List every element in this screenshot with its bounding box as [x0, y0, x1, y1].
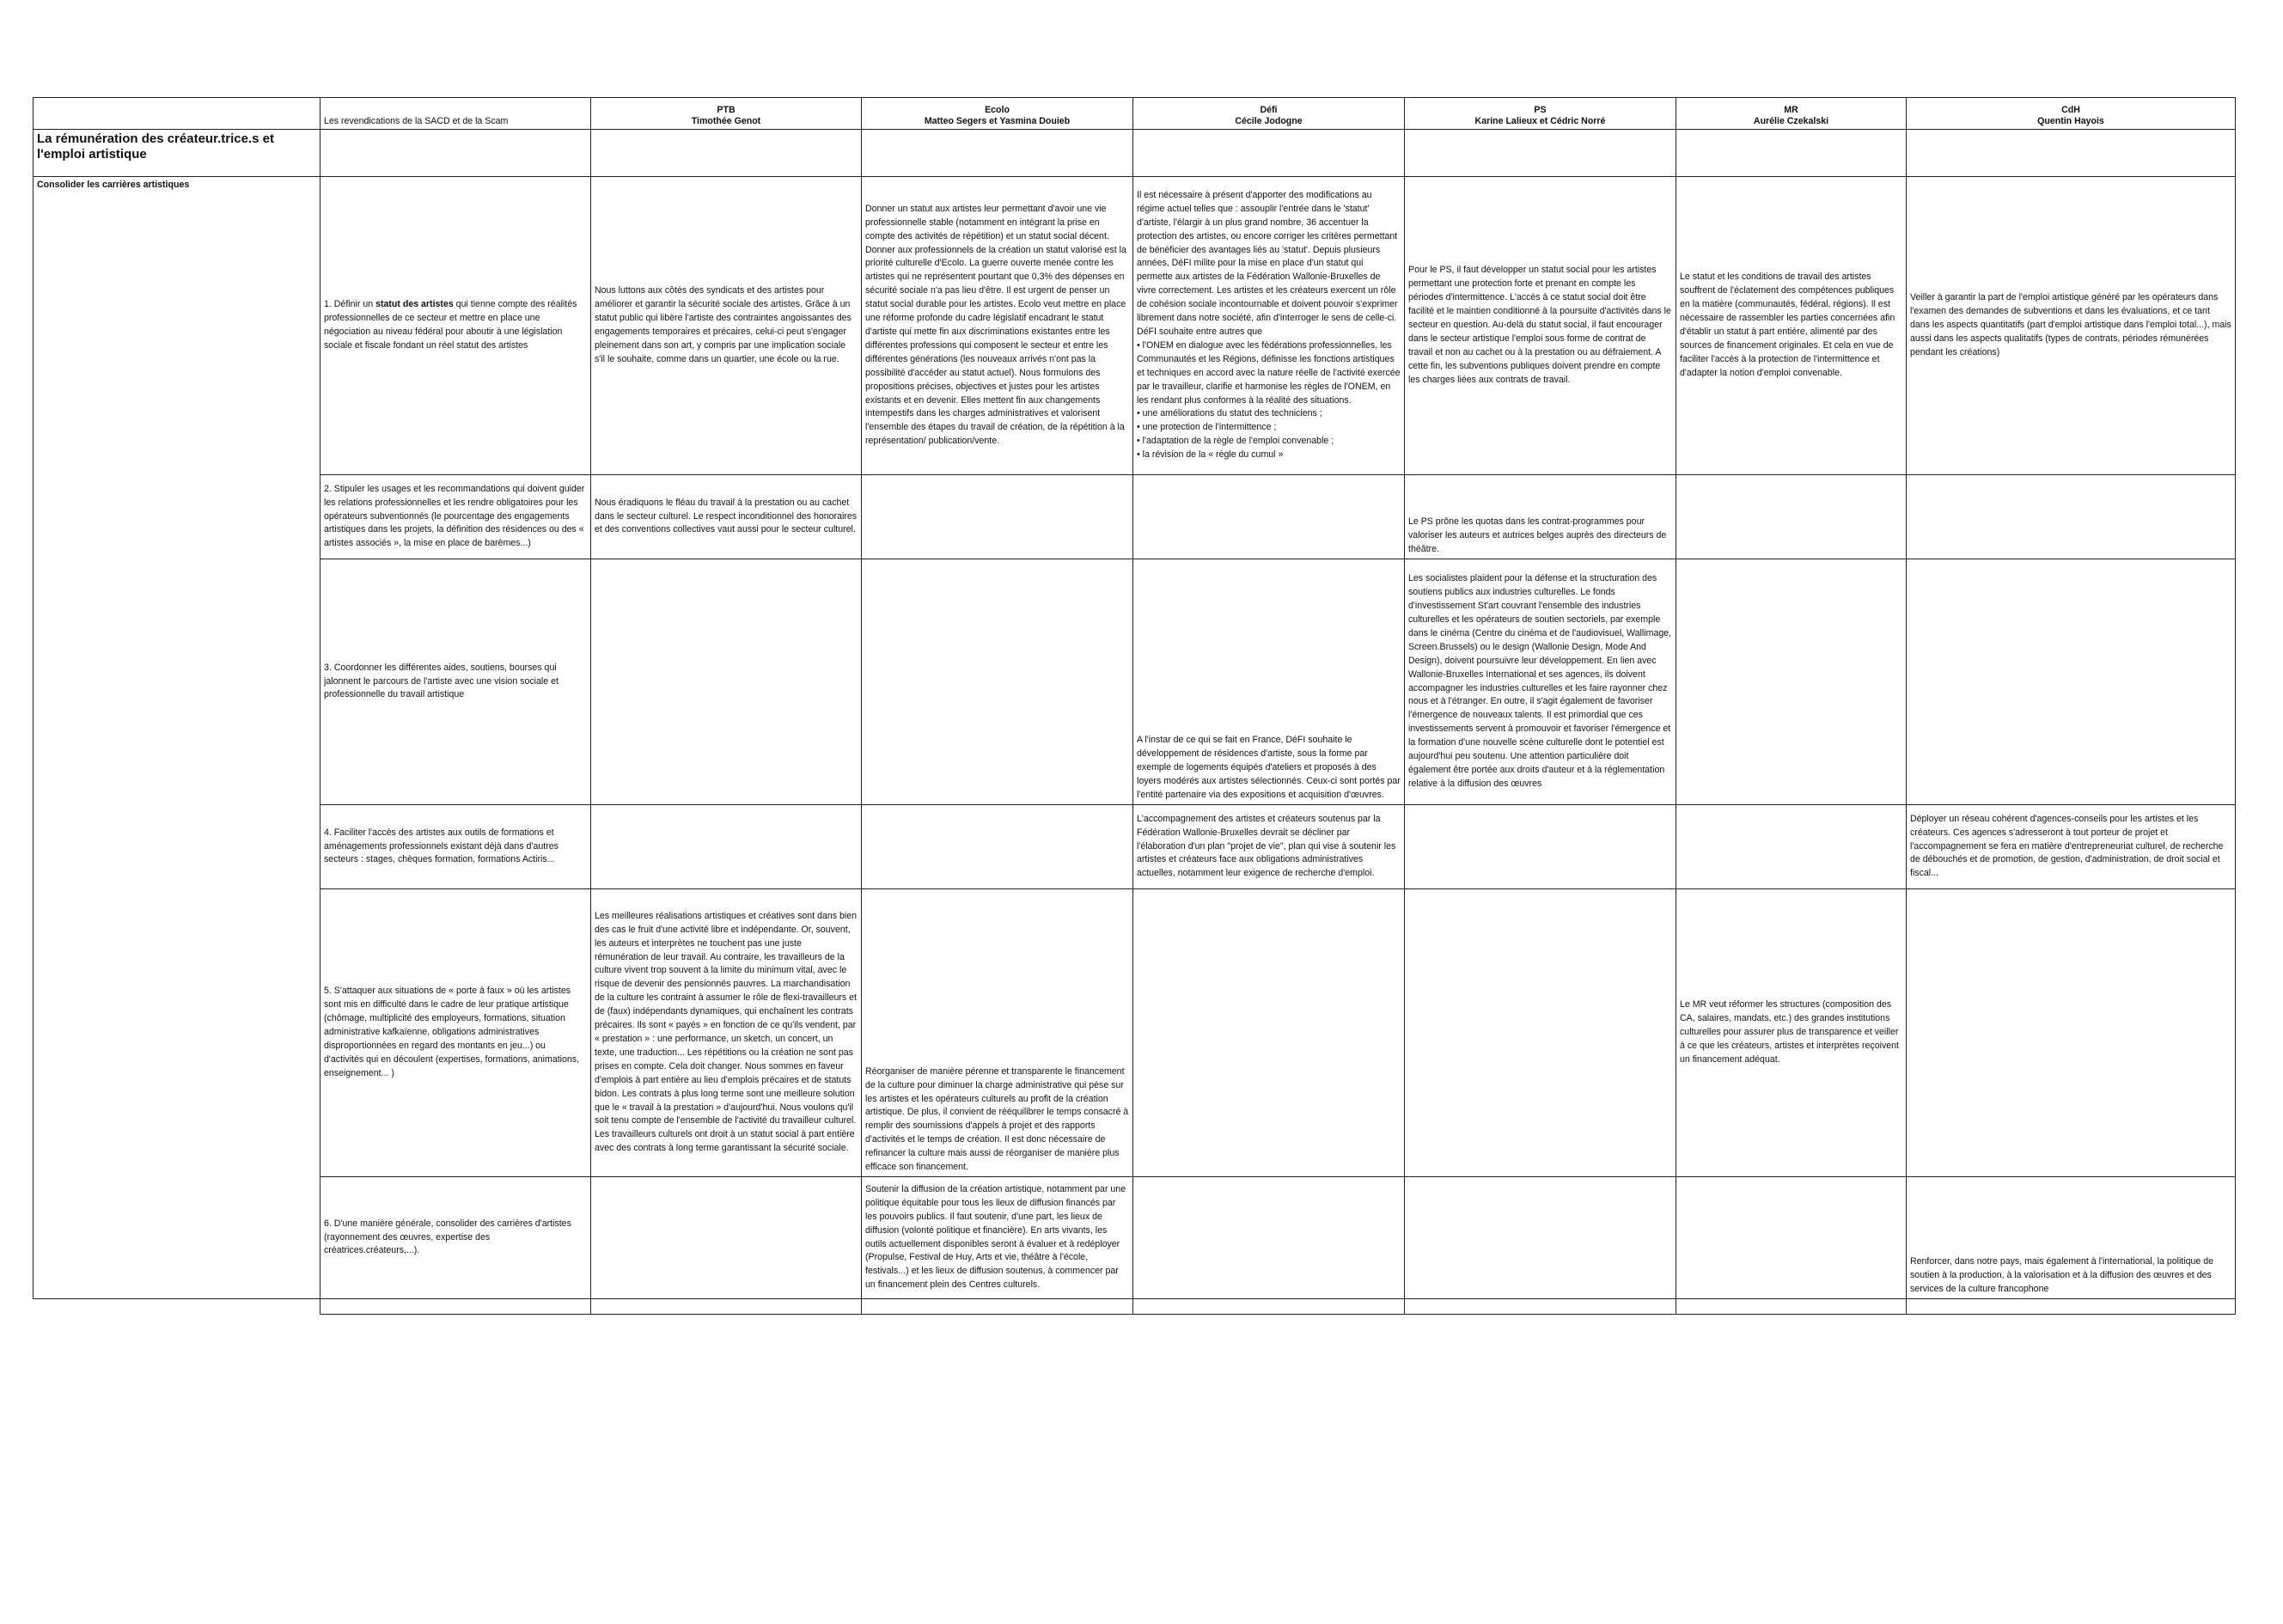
- cell-ecolo: [862, 889, 1133, 1177]
- bullet-text: • une améliorations du statut des techniciens ;: [1137, 408, 1322, 419]
- cell-mr: [1676, 475, 1907, 559]
- cell-defi: [1133, 1177, 1405, 1299]
- cell-text: qui tienne compte des réalités professionnelles de ce secteur et mettre en place une négociation au niveau fédéral pour aboutir à une législation sociale et fiscale fondant un réel statut des artistes: [324, 299, 577, 351]
- cell-sacd: [320, 475, 591, 559]
- cell-text: Pour le PS, il faut développer un statut social pour les artistes permettant une protection forte et prenant en compte les périodes d'intermittence. L'accès à ce statut social doit être facilité et le maintien conditionné à la poursuite d'activités dans le secteur en question. Au-delà du statut social, il faut encourager dans le secteur artistique l'emploi sous forme de contrat de travail et non au cachet ou à la prestation ou au défraiement. A cette fin, les subventions publiques doivent prendre en compte les charges liées aux contrats de travail.: [1408, 265, 1671, 385]
- table-row: [34, 889, 2236, 1177]
- cell: [320, 1299, 591, 1315]
- cell-ptb: [591, 889, 862, 1177]
- cell-ptb: [591, 559, 862, 805]
- cell-ecolo: [862, 177, 1133, 475]
- col-party: MR: [1784, 105, 1798, 115]
- col-party: Ecolo: [985, 105, 1010, 115]
- bullet-text: • la révision de la « règle du cumul »: [1137, 449, 1284, 461]
- table-row: [34, 475, 2236, 559]
- cell: [1676, 1299, 1907, 1315]
- cell-text: 1. Définir un: [324, 299, 376, 310]
- header-col-mr: [1676, 98, 1907, 130]
- cell-defi: [1133, 475, 1405, 559]
- table-row: [34, 177, 2236, 475]
- cell-text: Nous éradiquons le fléau du travail à la prestation ou au cachet dans le secteur culturel. Le respect inconditionnel des honoraires et des conventions collectives vaut aussi pour le secteur culturel.: [595, 497, 858, 535]
- cell: [1133, 1299, 1405, 1315]
- header-col-sacd: [320, 98, 591, 130]
- comparison-table: [33, 97, 2236, 1315]
- title-row: [34, 130, 2236, 177]
- cell: [320, 130, 591, 177]
- cell-ps: [1405, 889, 1676, 1177]
- cell: [1907, 1299, 2236, 1315]
- cell: [1405, 1299, 1676, 1315]
- header-corner: [34, 98, 320, 130]
- cell-text: 2. Stipuler les usages et les recommandations qui doivent guider les relations professionnelles et les rendre obligatoires pour les opérateurs subventionnés (le pourcentage des engagements artistiques dans les projets, la définition des résidences ou des « artistes associés », la mise en place de barèmes...): [324, 483, 585, 549]
- cell: [1405, 130, 1676, 177]
- cell-text: Le PS prône les quotas dans les contrat-programmes pour valoriser les auteurs et autrices belges auprès des directeurs de théâtre.: [1408, 516, 1667, 555]
- header-col-ecolo: [862, 98, 1133, 130]
- cell-ecolo: [862, 475, 1133, 559]
- cell-defi: [1133, 177, 1405, 475]
- cell-text: Le MR veut réformer les structures (composition des CA, salaires, mandats, etc.) des grandes institutions culturelles pour assurer plus de transparence et veiller à ce que les créateurs, artistes et interprètes reçoivent un financement adéquat.: [1680, 999, 1899, 1065]
- col-names: Timothée Genot: [691, 116, 761, 126]
- cell: [34, 1299, 320, 1315]
- cell-text: 4. Faciliter l'accès des artistes aux outils de formations et aménagements professionnels existant déjà dans d'autres secteurs : stages, chèques formation, formations Actiris...: [324, 827, 559, 865]
- cell-ps: [1405, 1177, 1676, 1299]
- section-text: Consolider les carrières artistiques: [37, 180, 190, 190]
- col-names: Quentin Hayois: [2037, 116, 2104, 126]
- cell-ps: [1405, 805, 1676, 889]
- cell-text: 5. S'attaquer aux situations de « porte à faux » où les artistes sont mis en difficulté dans le cadre de leur pratique artistique (chômage, multiplicité des employeurs, formations, situation administrative kafkaïenne, obligations administratives disproportionnées en regard des montants en jeu...) ou d'activités qui en découlent (expertises, formations, animations, enseignement... ): [324, 986, 580, 1078]
- cell-text: L'accompagnement des artistes et créateurs soutenus par la Fédération Wallonie-Bruxelles devrait se décliner par l'élaboration d'un plan "projet de vie", plan qui vise à soutenir les artistes et créateurs face aux obligations administratives actuelles, notamment leur exigence de recherche d'emploi.: [1137, 813, 1396, 879]
- header-col-cdh: [1907, 98, 2236, 130]
- bullet-text: • l'ONEM en dialogue avec les fédérations professionnelles, les Communautés et les Régions, définisse les fonctions artistiques et techniques en accord avec la nature réelle de l'activité exercée par le travailleur, clarifie et harmonise les règles de l'ONEM, en les rendant plus conformes à la réalité des situations.: [1137, 339, 1401, 406]
- cell: [1676, 130, 1907, 177]
- cell-ecolo: [862, 559, 1133, 805]
- cell: [862, 130, 1133, 177]
- section-label: [34, 177, 320, 1299]
- cell-text: Nous luttons aux côtés des syndicats et des artistes pour améliorer et garantir la sécurité sociale des artistes. Grâce à un statut public qui libère l'artiste des contraintes angoissantes des engagements temporaires et précaires, celui-ci peut s'engager pleinement dans son art, y compris par une implication sociale s'il le souhaite, comme dans un quartier, une école ou la rue.: [595, 285, 852, 364]
- col-party: PTB: [717, 105, 736, 115]
- col-names: Les revendications de la SACD et de la Scam: [324, 116, 509, 126]
- cell-sacd: [320, 559, 591, 805]
- cell-sacd: [320, 1177, 591, 1299]
- cell: [1133, 130, 1405, 177]
- cell-ecolo: [862, 805, 1133, 889]
- cell: [1907, 130, 2236, 177]
- cell-cdh: [1907, 1177, 2236, 1299]
- cell: [591, 130, 862, 177]
- cell-ptb: [591, 1177, 862, 1299]
- comparison-sheet: [33, 97, 2235, 1315]
- cell-ps: [1405, 559, 1676, 805]
- cell-text: A l'instar de ce qui se fait en France, DéFI souhaite le développement de résidences d'artiste, sous la forme par exemple de logements équipés d'ateliers et proposés à des loyers modérés aux artistes sélectionnés. Ceux-ci sont portés par l'entité partenaire via des expositions et acquisition d'œuvres.: [1137, 735, 1401, 801]
- cell-text: 3. Coordonner les différentes aides, soutiens, bourses qui jalonnent le parcours de l'artiste avec une vision sociale et professionnelle du travail artistique: [324, 662, 559, 700]
- cell-cdh: [1907, 177, 2236, 475]
- cell-mr: [1676, 177, 1907, 475]
- col-names: Aurélie Czekalski: [1753, 116, 1829, 126]
- cell-text: 6. D'une manière générale, consolider des carrières d'artistes (rayonnement des œuvres, expertise des créatrices.créateurs,...).: [324, 1218, 571, 1256]
- cell-mr: [1676, 889, 1907, 1177]
- cell-defi: [1133, 559, 1405, 805]
- cell-ps: [1405, 475, 1676, 559]
- cell-text: Veiller à garantir la part de l'emploi artistique généré par les opérateurs dans l'examen des demandes de subventions et dans les évaluations, et ce tant dans les aspects quantitatifs (part d'emploi artistique dans l'emploi total...), mais aussi dans les aspects qualitatifs (types de contrats, périodes rémunérées pendant les créations): [1910, 292, 2231, 357]
- col-names: Karine Lalieux et Cédric Norré: [1474, 116, 1606, 126]
- col-names: Matteo Segers et Yasmina Douieb: [924, 116, 1071, 126]
- cell-cdh: [1907, 805, 2236, 889]
- cell-mr: [1676, 559, 1907, 805]
- header-col-ptb: [591, 98, 862, 130]
- cell-mr: [1676, 805, 1907, 889]
- cell-ptb: [591, 475, 862, 559]
- cell-text: Les meilleures réalisations artistiques et créatives sont dans bien des cas le fruit d'une activité libre et indépendante. Or, souvent, les auteurs et interprètes ne touchent pas une juste rémunération de leur travail. Au contraire, les travailleurs de la culture vivent trop souvent à la limite du minimum vital, avec le risque de devenir des pensionnés pauvres. La marchandisation de la culture les contraint à assumer le rôle de flexi-travailleurs et de (faux) indépendants dynamiques, qui enchaînent les contrats précaires. Ils sont « payés » en fonction de ce qu'ils vendent, par « prestation » : une performance, un sketch, un concert, un texte, une traduction... Les répétitions ou la création ne sont pas prises en compte. Cela doit changer. Nous sommes en faveur d'emplois à part entière au lieu d'emplois précaires et de statuts bidon. Les contrats à plus long terme sont une meilleure solution que le « travail à la prestation » d'aujourd'hui. Nous voulons qu'il soit tenu compte de l'ensemble de l'activité du travailleur culturel. Les travailleurs culturels ont droit à un statut social à part entière avec des contrats à long terme garantissant la sécurité sociale.: [595, 910, 858, 1154]
- table-title: [34, 130, 320, 177]
- bullet-text: • une protection de l'intermittence ;: [1137, 422, 1277, 433]
- cell-sacd: [320, 177, 591, 475]
- cell-ptb: [591, 805, 862, 889]
- cell-text: Il est nécessaire à présent d'apporter des modifications au régime actuel telles que : assouplir l'entrée dans le 'statut' d'artiste, l'élargir à un plus grand nombre, 36 accentuer la protection des artistes, ou encore corriger les critères permettant de bénéficier des avantages liés au 'statut'. Depuis plusieurs années, DéFI milite pour la mise en place d'un statut qui permette aux artistes de la Fédération Wallonie-Bruxelles de vivre correctement. Les artistes et les créateurs exercent un rôle de cohésion sociale incontournable et doivent pouvoir s'exprimer librement dans notre société, afin d'interroger le sens de celle-ci. DéFI souhaite entre autres que: [1137, 189, 1398, 337]
- col-names: Cécile Jodogne: [1235, 116, 1303, 126]
- empty-row: [34, 1299, 2236, 1315]
- cell-text: Les socialistes plaident pour la défense et la structuration des soutiens publics aux industries culturelles. Le fonds d'investissement St'art couvrant l'ensemble des industries culturelles et les opérateurs de soutien sectoriels, par exemple dans le cinéma (Centre du cinéma et de l'audiovisuel, Wallimage, Screen.Brussels) ou le design (Wallonie Design, Mode And Design), doivent poursuivre leur développement. En lien avec Wallonie-Bruxelles International et ses agences, ils doivent accompagner les industries culturelles et les faire rayonner chez nous et à l'étranger. En outre, il s'agit également de favoriser l'émergence de nouveaux talents. Il est primordial que ces investissements servent à promouvoir et favoriser l'émergence et la formation d'une nouvelle scène culturelle dont le potentiel est aujourd'hui peu soutenu. Une attention particulière doit également être portée aux droits d'auteur et à la réglementation relative à la diffusion des œuvres: [1408, 573, 1672, 789]
- cell-text: Réorganiser de manière pérenne et transparente le financement de la culture pour diminuer la charge administrative qui pèse sur les artistes et les opérateurs culturels au profit de la création artistique. De plus, il convient de rééquilibrer le temps consacré à remplir des soumissions d'appels à projet et des rapports d'activités et le temps de création. Il est donc nécessaire de refinancer la culture mais aussi de réorganiser de manière plus efficace son financement.: [865, 1065, 1129, 1173]
- table-row: [34, 805, 2236, 889]
- cell-ecolo: [862, 1177, 1133, 1299]
- cell-sacd: [320, 889, 591, 1177]
- cell-ptb: [591, 177, 862, 475]
- cell-text: Soutenir la diffusion de la création artistique, notamment par une politique équitable pour tous les lieux de diffusion financés par les pouvoirs publics. Il faut soutenir, d'une part, les lieux de diffusion (volonté politique et financière). En arts vivants, les outils actuellement disponibles seront à évaluer et à redéployer (Propulse, Festival de Huy, Arts et vie, théâtre à l'école, festivals...) et les lieux de diffusion soutenus, à commencer par un financement plein des Centres culturels.: [865, 1183, 1126, 1291]
- header-row: [34, 98, 2236, 130]
- cell-cdh: [1907, 559, 2236, 805]
- keyword-text: statut des artistes: [375, 299, 454, 310]
- cell-defi: [1133, 805, 1405, 889]
- col-party: CdH: [2061, 105, 2080, 115]
- table-row: [34, 559, 2236, 805]
- col-party: PS: [1534, 105, 1547, 115]
- cell: [591, 1299, 862, 1315]
- cell-mr: [1676, 1177, 1907, 1299]
- cell-ps: [1405, 177, 1676, 475]
- cell-text: Le statut et les conditions de travail des artistes souffrent de l'éclatement des compétences publiques en la matière (communautés, fédéral, régions). Il est nécessaire de rassembler les parties concernées afin d'établir un statut à part entière, alimenté par des sources de financement originales. Et cela en vue de faciliter l'accès à la protection de l'intermittence et d'adapter la notion d'emploi convenable.: [1680, 272, 1895, 378]
- cell-defi: [1133, 889, 1405, 1177]
- cell-sacd: [320, 805, 591, 889]
- cell-text: Donner un statut aux artistes leur permettant d'avoir une vie professionnelle stable (notamment en intégrant la prise en compte des activités de répétition) et un statut social décent. Donner aux professionnels de la création un statut valorisé est la priorité culturelle d'Ecolo. La guerre ouverte menée contre les artistes qui ne représentent pourtant que 0,3% des dépenses en sécurité sociale n'a pas lieu d'être. Il est urgent de penser un statut social durable pour les artistes. Ecolo veut mettre en place une réforme profonde du cadre législatif encadrant le statut d'artiste qui mette fin aux discriminations existantes entre les différentes professions qui composent le secteur et entre les différentes générations (les nouveaux arrivés n'ont pas la possibilité d'accéder au statut actuel). Nous formulons des propositions précises, objectives et justes pour les artistes existants et en devenir. Elles mettent fin aux changements intempestifs dans les charges administratives et valorisent l'ensemble des étapes du travail de création, de la répétition à la représentation/ publication/vente.: [865, 203, 1126, 447]
- header-col-ps: [1405, 98, 1676, 130]
- cell-cdh: [1907, 889, 2236, 1177]
- cell-text: Renforcer, dans notre pays, mais également à l'international, la politique de soutien à la production, à la valorisation et à la diffusion des œuvres et des services de la culture francophone: [1910, 1256, 2214, 1295]
- bullet-text: • l'adaptation de la règle de l'emploi convenable ;: [1137, 436, 1334, 447]
- cell-cdh: [1907, 475, 2236, 559]
- col-party: Défi: [1260, 105, 1278, 115]
- table-row: [34, 1177, 2236, 1299]
- cell: [862, 1299, 1133, 1315]
- title-text: La rémunération des créateur.trice.s et l'emploi artistique: [37, 131, 274, 162]
- cell-text: Déployer un réseau cohérent d'agences-conseils pour les artistes et les créateurs. Ces agences s'adresseront à tout porteur de projet et l'accompagnement se fera en matière d'entrepreneuriat culturel, de recherche de débouchés et de promotion, de gestion, d'administration, de droit social et fiscal...: [1910, 813, 2224, 879]
- header-col-defi: [1133, 98, 1405, 130]
